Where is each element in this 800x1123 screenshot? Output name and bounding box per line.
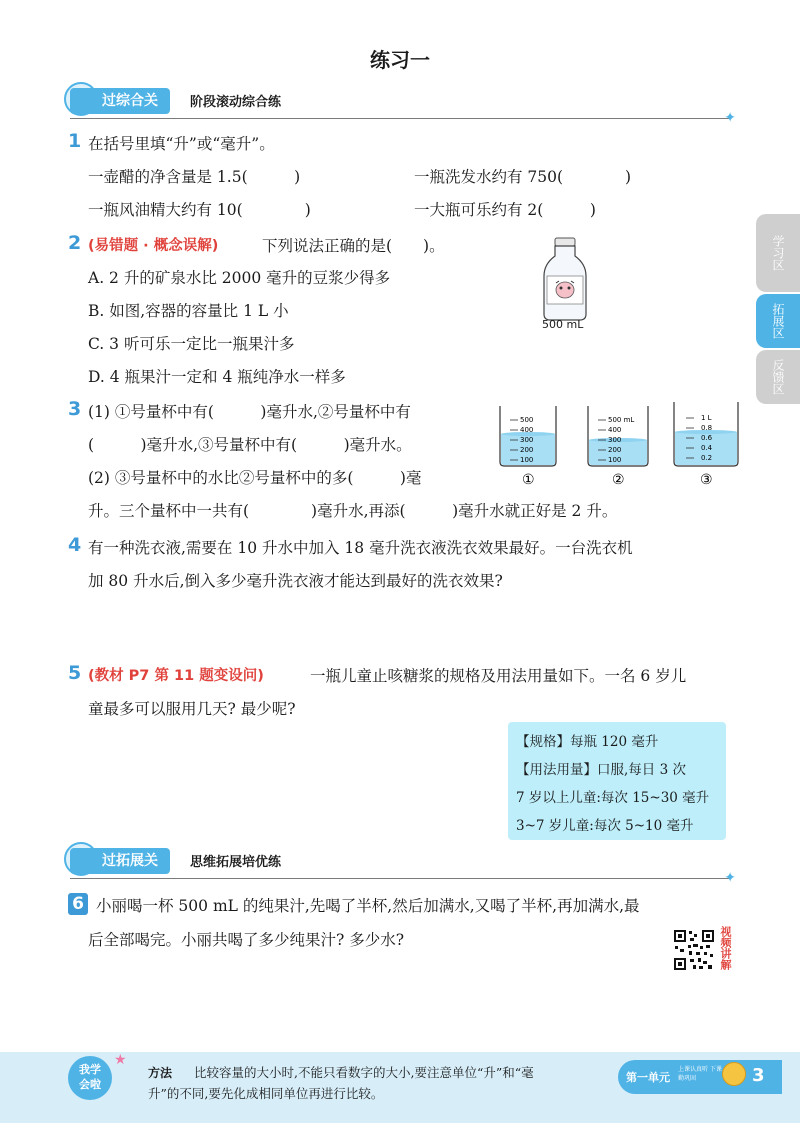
dosage-3to7-line: 3~7 岁儿童:每次 5~10 毫升 xyxy=(516,818,694,834)
question-tag: (教材 P7 第 11 题变设问) xyxy=(88,668,264,684)
footer-star-icon: ★ xyxy=(114,1052,127,1068)
method-label: 方法 xyxy=(148,1066,173,1080)
beaker-1-scale-300: 300 xyxy=(520,436,534,444)
beaker-3-scale-04: 0.4 xyxy=(701,444,713,452)
section-badge: 过综合关 xyxy=(70,88,170,114)
option-a: A. 2 升的矿泉水比 2000 毫升的豆浆少得多 xyxy=(88,269,391,287)
qr-code-icon[interactable] xyxy=(672,928,716,972)
question-stem: 在括号里填“升”或“毫升”。 xyxy=(88,135,275,153)
beaker-3-scale-02: 0.2 xyxy=(701,454,713,462)
unit-label: 第一单元 xyxy=(626,1071,670,1084)
beaker-1-scale-100: 100 xyxy=(520,456,534,464)
page-number: 3 xyxy=(752,1065,765,1086)
section-subtitle: 思维拓展培优练 xyxy=(190,855,282,870)
beaker-3-scale-06: 0.6 xyxy=(701,434,713,442)
tab-study[interactable]: 学习区 xyxy=(756,214,800,292)
beaker-1-scale-500: 500 xyxy=(520,416,534,424)
page-title: 练习一 xyxy=(370,48,430,72)
beaker-3-label: ③ xyxy=(700,472,713,488)
bottle-capacity-label: 500 mL xyxy=(542,318,584,331)
question-line: 后全部喝完。小丽共喝了多少纯果汁? 多少水? xyxy=(88,931,405,949)
spec-line: 【规格】每瓶 120 毫升 xyxy=(516,734,659,750)
option-c: C. 3 听可乐一定比一瓶果汁多 xyxy=(88,335,295,353)
beaker-2-scale-400: 400 xyxy=(608,426,622,434)
star-icon: ✦ xyxy=(724,870,736,886)
question-number: 2 xyxy=(68,232,82,254)
question-line: 加 80 升水后,倒入多少毫升洗衣液才能达到最好的洗衣效果? xyxy=(88,572,503,590)
beaker-1-label: ① xyxy=(522,472,535,488)
question-line: 童最多可以服用几天? 最少呢? xyxy=(88,700,296,718)
section-header-extension xyxy=(70,848,736,886)
mascot-badge: 我学会啦 xyxy=(68,1056,112,1100)
question-line: ( )毫升水,③号量杯中有( )毫升水。 xyxy=(88,436,412,454)
beaker-1-scale-400: 400 xyxy=(520,426,534,434)
beaker-3-scale-1l: 1 L xyxy=(701,414,712,422)
footer-bar xyxy=(0,1052,800,1123)
section-header-comprehensive xyxy=(70,88,736,126)
dosage-over7-line: 7 岁以上儿童:每次 15~30 毫升 xyxy=(516,790,710,806)
question-line: (2) ③号量杯中的水比②号量杯中的多( )毫 xyxy=(88,469,422,487)
tab-extension[interactable]: 拓展区 xyxy=(756,294,800,348)
question-number: 4 xyxy=(68,534,82,556)
method-text-line: 升”的不同,要先化成相同单位再进行比较。 xyxy=(148,1086,384,1101)
beaker-1-scale-200: 200 xyxy=(520,446,534,454)
beaker-2-label: ② xyxy=(612,472,625,488)
question-line: 升。三个量杯中一共有( )毫升水,再添( )毫升水就正好是 2 升。 xyxy=(88,502,618,520)
question-line: 一瓶儿童止咳糖浆的规格及用法用量如下。一名 6 岁儿 xyxy=(310,667,687,685)
measuring-cups-figure xyxy=(496,398,746,488)
footer-slogan: 上课认真听 下课勤巩固 xyxy=(678,1066,722,1082)
section-badge: 过拓展关 xyxy=(70,848,170,874)
tab-feedback[interactable]: 反馈区 xyxy=(756,350,800,404)
beaker-2-scale-200: 200 xyxy=(608,446,622,454)
syrup-info-box xyxy=(508,722,726,840)
usage-line: 【用法用量】口服,每日 3 次 xyxy=(516,762,686,778)
question-item: 一瓶风油精大约有 10( ) xyxy=(88,201,311,219)
question-number-badge: 6 xyxy=(68,893,88,915)
owl-mascot-icon xyxy=(722,1062,746,1086)
question-stem: 下列说法正确的是( )。 xyxy=(262,237,445,255)
option-b: B. 如图,容器的容量比 1 L 小 xyxy=(88,302,289,320)
option-d: D. 4 瓶果汁一定和 4 瓶纯净水一样多 xyxy=(88,368,346,386)
question-number: 3 xyxy=(68,398,82,420)
question-number: 5 xyxy=(68,662,82,684)
beaker-2-scale-100: 100 xyxy=(608,456,622,464)
divider xyxy=(70,118,730,119)
question-line: 有一种洗衣液,需要在 10 升水中加入 18 毫升洗衣液洗衣效果最好。一台洗衣机 xyxy=(88,539,633,557)
beaker-2-scale-500: 500 mL xyxy=(608,416,635,424)
method-text-line: 比较容量的大小时,不能只看数字的大小,要注意单位“升”和“毫 xyxy=(194,1065,534,1080)
question-number: 1 xyxy=(68,130,82,152)
question-line: (1) ①号量杯中有( )毫升水,②号量杯中有 xyxy=(88,403,411,421)
question-item: 一瓶洗发水约有 750( ) xyxy=(414,168,632,186)
question-item: 一壶醋的净含量是 1.5( ) xyxy=(88,168,301,186)
question-item: 一大瓶可乐约有 2( ) xyxy=(414,201,596,219)
section-subtitle: 阶段滚动综合练 xyxy=(190,95,282,110)
question-line: 小丽喝一杯 500 mL 的纯果汁,先喝了半杯,然后加满水,又喝了半杯,再加满水,最 xyxy=(96,897,640,915)
video-explanation-label[interactable]: 视频讲解 xyxy=(719,926,732,970)
beaker-3-scale-08: 0.8 xyxy=(701,424,713,432)
divider xyxy=(70,878,730,879)
beaker-2-scale-300: 300 xyxy=(608,436,622,444)
question-tag: (易错题 · 概念误解) xyxy=(88,238,219,254)
star-icon: ✦ xyxy=(724,110,736,126)
